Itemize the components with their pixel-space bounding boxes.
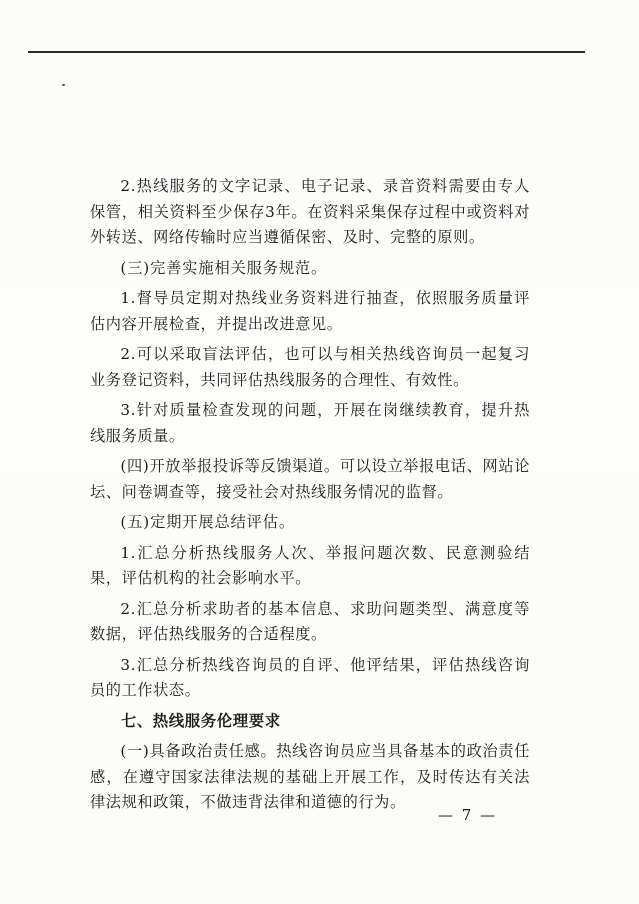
paragraph-supervisor-check: 1.督导员定期对热线业务资料进行抽查，依照服务质量评估内容开展检查，并提出改进意见。 bbox=[90, 289, 530, 333]
section-heading-5: (五)定期开展总结评估。 bbox=[120, 513, 295, 531]
section-heading-3: (三)完善实施相关服务规范。 bbox=[120, 258, 328, 277]
paragraph-blind-evaluation: 2.可以采取盲法评估，也可以与相关热线咨询员一起复习业务登记资料，共同评估热线服务的合理性、有效性。 bbox=[90, 345, 530, 389]
document-body bbox=[90, 174, 530, 821]
scan-mark bbox=[62, 84, 65, 86]
paragraph-records-retention: 2.热线服务的文字记录、电子记录、录音资料需要由专人保管，相关资料至少保存3年。在资料采集保存过程中或资料对外转送、网络传输时应当遵循保密、及时、完整的原则。 bbox=[90, 177, 530, 246]
paragraph-quality-issues: 3.针对质量检查发现的问题，开展在岗继续教育，提升热线服务质量。 bbox=[90, 401, 530, 445]
section-heading-4: (四)开放举报投诉等反馈渠道。可以设立举报电话、网站论坛、问卷调查等，接受社会对热线服务情况的监督。 bbox=[90, 457, 530, 501]
page-number: — 7 — bbox=[438, 806, 498, 824]
chapter-heading-7: 七、热线服务伦理要求 bbox=[120, 711, 281, 730]
header-rule bbox=[28, 51, 585, 53]
paragraph-political-responsibility: (一)具备政治责任感。热线咨询员应当具备基本的政治责任感，在遵守国家法律法规的基础上开展工作，及时传达有关法律法规和政策，不做违背法律和道德的行为。 bbox=[90, 742, 530, 811]
paragraph-caller-info: 2.汇总分析求助者的基本信息、求助问题类型、满意度等数据，评估热线服务的合适程度。 bbox=[90, 599, 530, 643]
paragraph-self-evaluation: 3.汇总分析热线咨询员的自评、他评结果，评估热线咨询员的工作状态。 bbox=[90, 655, 530, 699]
paragraph-service-stats: 1.汇总分析热线服务人次、举报问题次数、民意测验结果，评估机构的社会影响水平。 bbox=[90, 543, 530, 587]
